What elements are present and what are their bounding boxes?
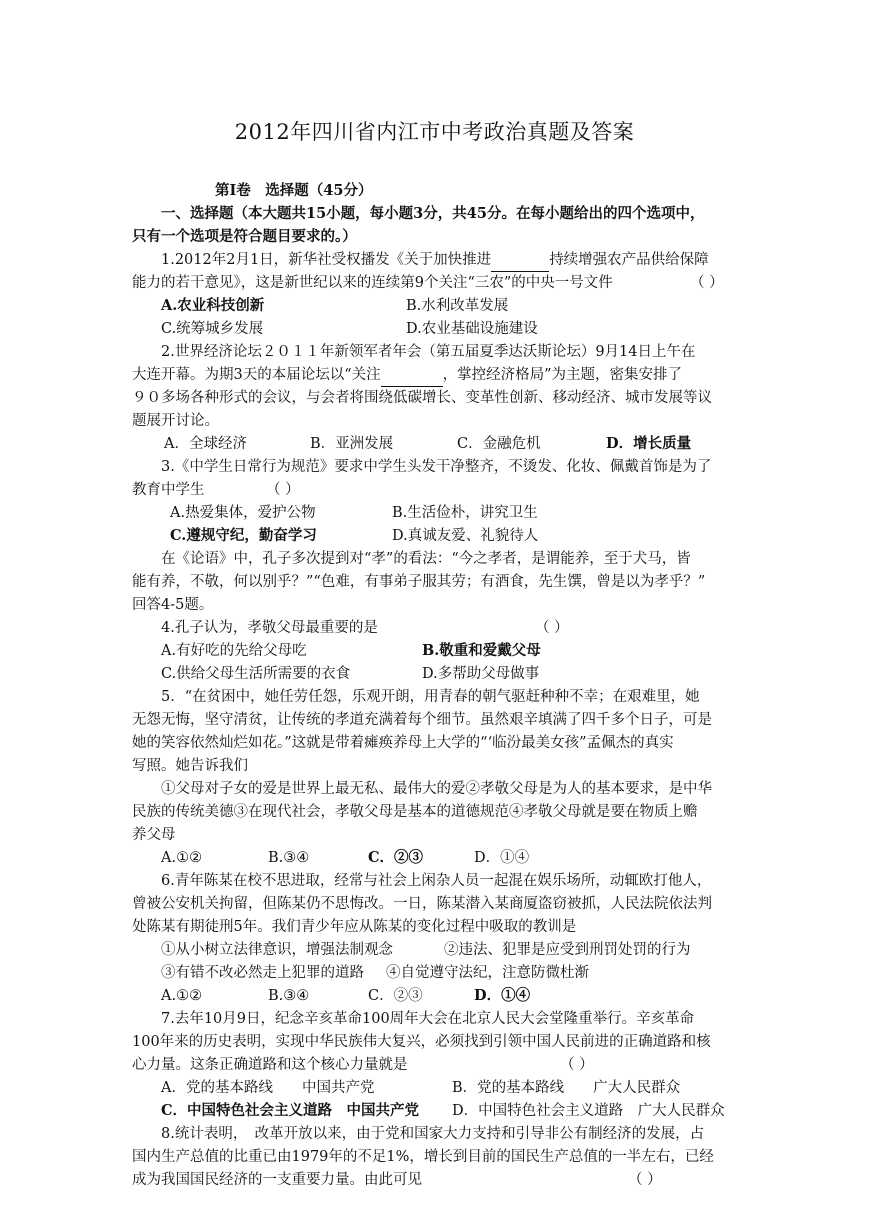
q1-stem-line2: 能力的若干意见》，这是新世纪以来的连续第9个关注“三农”的中央一号文件 [132, 275, 613, 291]
q7-option-d: D．中国特色社会主义道路 广大人民群众 [452, 1103, 725, 1119]
q4-stem: 4.孔子认为，孝敬父母最重要的是 [161, 620, 378, 636]
part1-heading: 第Ⅰ卷 选择题（45分） [215, 182, 373, 199]
q1-stem-text-a: 1.2012年2月1日，新华社受权播发《关于加快推进 [161, 252, 492, 268]
q2-option-b: B．亚洲发展 [310, 436, 394, 452]
q6-option-d: D．①④ [474, 987, 531, 1004]
q2-stem-line3: ９０多场各种形式的会议，与会者将围绕低碳增长、变革性创新、移动经济、城市发展等议 [132, 390, 712, 406]
q7-stem-line2: 100年来的历史表明，实现中华民族伟大复兴，必须找到引领中国人民前进的正确道路和核 [132, 1034, 711, 1050]
q6-option-c: C．②③ [368, 988, 423, 1004]
q6-stem-line3: 处陈某有期徒刑5年。我们青少年应从陈某的变化过程中吸取的教训是 [132, 919, 577, 935]
q6-statement-3: ③有错不改必然走上犯罪的道路 [161, 965, 364, 981]
q3-stem-line2: 教育中学生 [132, 482, 205, 498]
q2-stem-text-a: 大连开幕。为期3天的本届论坛以“关注 [132, 367, 381, 383]
q4-option-a: A.有好吃的先给父母吃 [161, 643, 307, 659]
q4-option-c: C.供给父母生活所需要的衣食 [161, 666, 351, 682]
q5-option-a: A.①② [161, 850, 203, 866]
q6-option-a: A.①② [161, 988, 203, 1004]
q3-answer-paren: （ ） [266, 482, 300, 498]
q2-stem-line1: 2.世界经济论坛２０１１年新领军者年会（第五届夏季达沃斯论坛）9月14日上午在 [161, 344, 696, 360]
q7-option-b: B．党的基本路线 广大人民群众 [452, 1080, 681, 1096]
q3-option-a: A.热爱集体，爱护公物 [170, 505, 316, 521]
q5-option-c: C．②③ [368, 849, 424, 866]
q3-option-d: D.真诚友爱、礼貌待人 [392, 528, 539, 544]
q8-stem-line1: 8.统计表明， 改革开放以来，由于党和国家大力支持和引导非公有制经济的发展，占 [161, 1126, 705, 1142]
q4-5-intro-line1: 在《论语》中，孔子多次提到对“孝”的看法：“今之孝者，是谓能养，至于犬马，皆 [161, 551, 691, 567]
q8-stem-line2: 国内生产总值的比重已由1979年的不足1%，增长到目前的国民生产总值的一半左右，已经 [132, 1149, 714, 1165]
q4-option-b: B.敬重和爱戴父母 [422, 642, 541, 659]
document-title: 2012年四川省内江市中考政治真题及答案 [234, 120, 635, 144]
q6-statement-2: ②违法、犯罪是应受到刑罚处罚的行为 [444, 942, 691, 958]
q2-stem-line2 [132, 364, 682, 387]
q7-option-c: C．中国特色社会主义道路 中国共产党 [161, 1102, 420, 1119]
q1-option-b: B.水利改革发展 [406, 298, 509, 314]
q5-stem-line4: 写照。她告诉我们 [132, 758, 248, 774]
q8-answer-paren: （ ） [628, 1172, 662, 1188]
q5-option-b: B.③④ [268, 850, 310, 866]
q6-stem-line1: 6.青年陈某在校不思进取，经常与社会上闲杂人员一起混在娱乐场所，动辄欧打他人， [161, 873, 712, 889]
q7-option-a: A．党的基本路线 中国共产党 [161, 1080, 375, 1096]
q2-option-d: D．增长质量 [606, 435, 692, 452]
q3-option-b: B.生活俭朴，讲究卫生 [392, 505, 538, 521]
q1-option-c: C.统筹城乡发展 [161, 321, 264, 337]
q1-stem-line1 [161, 249, 709, 272]
q6-stem-line2: 曾被公安机关拘留，但陈某仍不思悔改。一日，陈某潜入某商厦盗窃被抓，人民法院依法判 [132, 896, 712, 912]
q2-option-a: A．全球经济 [164, 436, 247, 452]
q3-stem-line1: 3.《中学生日常行为规范》要求中学生头发干净整齐，不烫发、化妆、佩戴首饰是为了 [161, 459, 712, 475]
q6-statement-4: ④自觉遵守法纪，注意防微杜渐 [386, 965, 589, 981]
q5-statements-line1: ①父母对子女的爱是世界上最无私、最伟大的爱②孝敬父母是为人的基本要求，是中华 [161, 781, 712, 797]
q2-stem-line4: 题展开讨论。 [132, 413, 219, 429]
q1-stem-text-b: 持续增强农产品供给保障 [549, 252, 709, 268]
q4-5-intro-line3: 回答4-5题。 [132, 597, 214, 613]
q7-answer-paren: （ ） [560, 1057, 594, 1073]
q8-stem-line3: 成为我国国民经济的一支重要力量。由此可见 [132, 1172, 422, 1188]
section1-instructions-line2: 只有一个选项是符合题目要求的。） [132, 228, 357, 245]
q6-statement-1: ①从小树立法律意识，增强法制观念 [161, 942, 393, 958]
q7-stem-line1: 7.去年10月9日，纪念辛亥革命100周年大会在北京人民大会堂隆重举行。辛亥革命 [161, 1011, 695, 1027]
q5-option-d: D．①④ [474, 850, 530, 866]
q6-option-b: B.③④ [268, 988, 310, 1004]
q5-statements-line2: 民族的传统美德③在现代社会，孝敬父母是基本的道德规范④孝敬父母就是要在物质上赡 [132, 804, 698, 820]
q3-option-c: C.遵规守纪，勤奋学习 [170, 527, 317, 544]
q5-stem-line2: 无怨无悔，坚守清贫，让传统的孝道充满着每个细节。虽然艰辛填满了四千多个日子，可是 [132, 712, 712, 728]
q5-statements-line3: 养父母 [132, 827, 176, 843]
q1-blank [491, 249, 549, 272]
q2-blank [381, 364, 443, 387]
section1-instructions-line1: 一、选择题（本大题共15小题，每小题3分，共45分。在每小题给出的四个选项中， [161, 205, 705, 222]
q5-stem-line1: 5．“在贫困中，她任劳任怨，乐观开朗，用青春的朝气驱赶种种不幸；在艰难里，她 [161, 689, 700, 705]
q2-option-c: C．金融危机 [457, 436, 541, 452]
q4-5-intro-line2: 能有养，不敬，何以别乎？”“色难，有事弟子服其劳；有酒食，先生馔，曾是以为孝乎？” [132, 574, 706, 590]
q1-option-d: D.农业基础设施建设 [406, 321, 538, 337]
q4-answer-paren: （ ） [535, 620, 569, 636]
q4-option-d: D.多帮助父母做事 [422, 666, 540, 682]
q7-stem-line3: 心力量。这条正确道路和这个核心力量就是 [132, 1057, 408, 1073]
q1-answer-paren: （ ） [690, 275, 724, 291]
q2-stem-text-b: ，掌控经济格局”为主题，密集安排了 [442, 367, 683, 383]
q1-option-a: A.农业科技创新 [161, 297, 265, 314]
q5-stem-line3: 她的笑容依然灿烂如花。”这就是带着瘫痪养母上大学的“‘临汾最美女孩”孟佩杰的真实 [132, 735, 674, 751]
